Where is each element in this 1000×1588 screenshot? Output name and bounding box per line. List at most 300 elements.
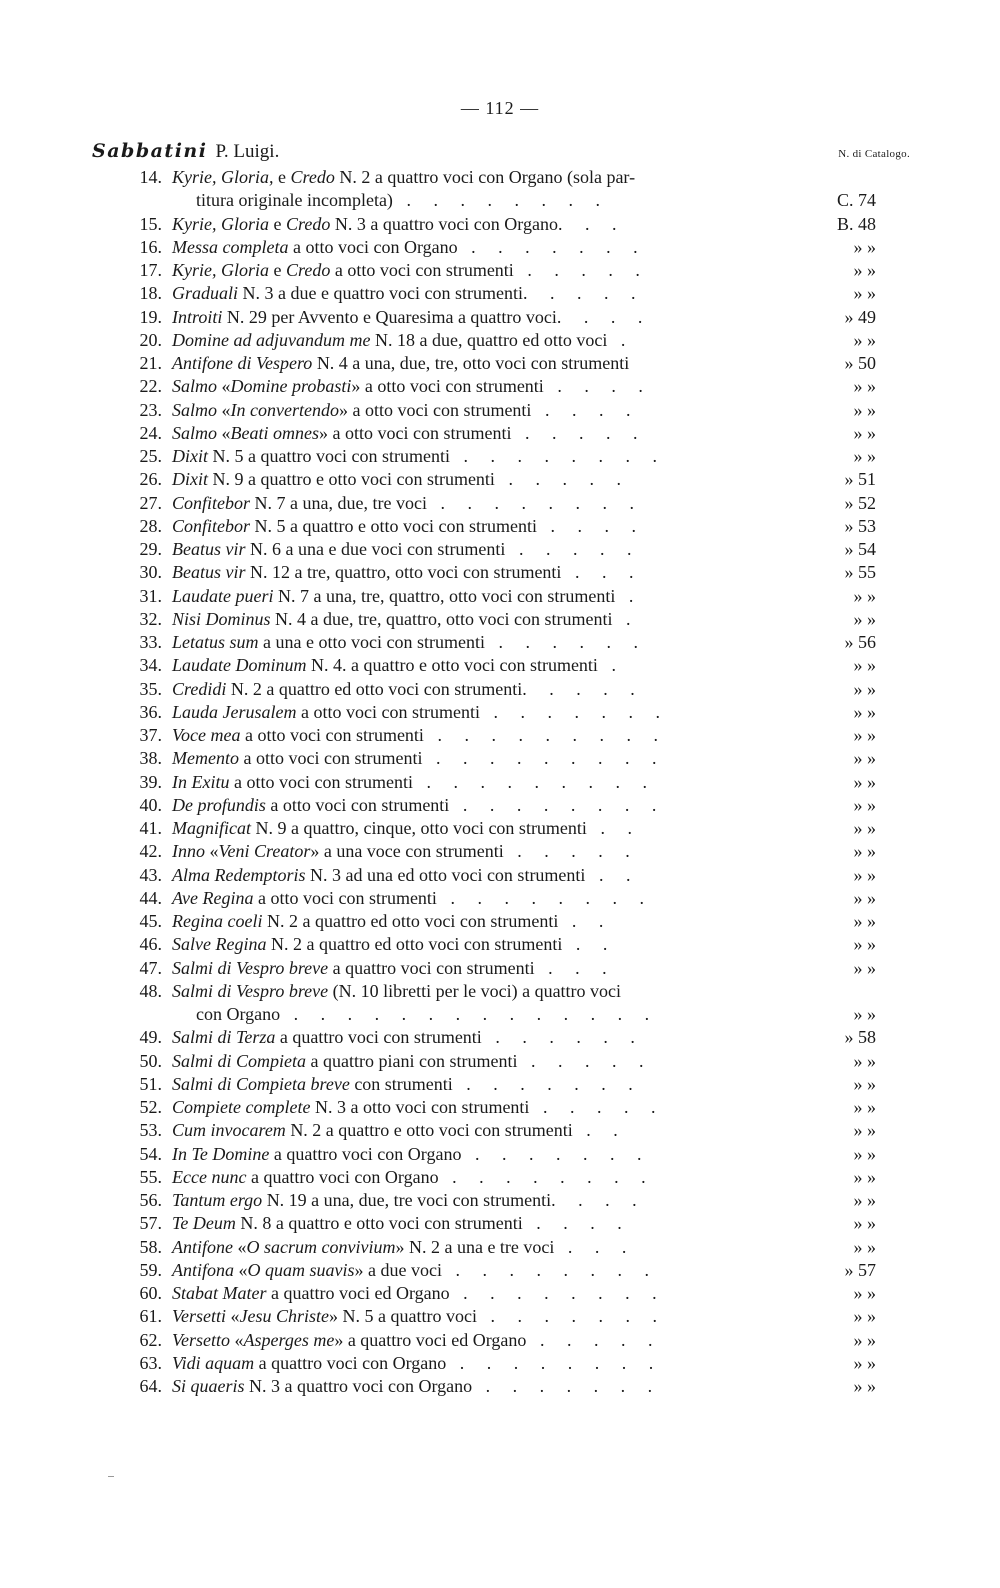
catalog-entry: [0, 701, 1000, 724]
entry-description: [172, 887, 653, 910]
entry-title: Jesu Christe: [239, 1306, 329, 1327]
entry-title: Antifona: [172, 1259, 234, 1280]
entry-description: [172, 468, 630, 491]
dot-leader: .: [612, 608, 640, 629]
entry-description: [172, 515, 645, 538]
entry-number: 52.: [139, 1097, 162, 1117]
catalog-entry: [0, 468, 1000, 491]
entry-description: [172, 1375, 661, 1398]
dot-leader: . . . . .: [522, 678, 644, 699]
entry-description: [172, 747, 665, 770]
entry-title: Antifone: [172, 1236, 233, 1257]
entry-text: «: [217, 422, 231, 443]
catalog-entry: [0, 561, 1000, 584]
entry-description: [172, 1166, 655, 1189]
dot-leader: . . . . . . .: [461, 1143, 651, 1164]
catalog-entry: [0, 213, 1000, 236]
entry-description: [196, 189, 609, 212]
entry-description: [172, 840, 639, 863]
entry-number: 60.: [139, 1283, 162, 1303]
catalog-number: » »: [853, 911, 876, 931]
catalog-entry: [0, 1305, 1000, 1328]
entry-number: 29.: [139, 539, 162, 559]
catalog-number: » »: [853, 748, 876, 769]
dot-leader: . . . . . .: [481, 1027, 644, 1048]
catalog-entry: [0, 1026, 1000, 1049]
catalog-entry: [0, 887, 1000, 910]
catalog-number: » »: [853, 864, 876, 885]
entry-text: N. 5 a quattro voci con strumenti: [208, 446, 450, 466]
entry-title: Ave Regina: [172, 887, 254, 908]
entry-text: N. 19 a una, due, tre voci con strumenti: [262, 1190, 552, 1210]
catalog-number: » »: [853, 283, 876, 304]
catalog-entry: [0, 1329, 1000, 1352]
entry-title: Domine ad adjuvandum me: [172, 329, 371, 350]
entry-number: 55.: [139, 1166, 162, 1187]
catalog-number: » 51: [844, 469, 876, 490]
scan-speck: [108, 1476, 114, 1477]
entry-description: [172, 957, 616, 980]
dot-leader: . . . . . . . .: [449, 446, 666, 466]
catalog-entry: [0, 329, 1000, 352]
catalog-number: » »: [853, 655, 876, 676]
entry-number: 33.: [139, 632, 162, 652]
dot-leader: . . . .: [536, 515, 645, 536]
entry-text: a otto voci con strumenti: [238, 748, 423, 769]
entry-text: N. 7 a una, tre, quattro, otto voci con strumenti: [273, 585, 616, 606]
entry-text: N. 3 a quattro voci con Organo: [244, 1376, 473, 1396]
entry-number: 62.: [139, 1329, 162, 1350]
dot-leader: . . . .: [543, 376, 652, 397]
entry-number: 30.: [139, 562, 162, 583]
entry-number: 45.: [139, 911, 162, 931]
entry-number: 16.: [139, 236, 162, 257]
dot-leader: . . . . .: [503, 841, 639, 862]
catalog-number: » 57: [844, 1259, 876, 1280]
entry-description: [172, 1119, 627, 1142]
catalog-number: B. 48: [836, 213, 876, 234]
entry-number: 47.: [139, 957, 162, 978]
catalog-entry: [0, 1073, 1000, 1096]
entry-text: N. 2 a quattro ed otto voci con strumenti: [262, 911, 559, 931]
entry-number: 37.: [139, 725, 162, 745]
catalog-number: » »: [853, 794, 876, 815]
dot-leader: .: [607, 329, 635, 350]
entry-description: [172, 1143, 650, 1166]
entry-title: Letatus sum: [172, 632, 259, 652]
entry-description: [172, 1096, 664, 1119]
catalog-entry: [0, 794, 1000, 817]
dot-leader: . . . . . . . .: [438, 1166, 655, 1187]
catalog-entry: [0, 1050, 1000, 1073]
entry-text: N. 2 a quattro ed otto voci con strumenti: [266, 934, 563, 955]
entry-text: titura originale incompleta): [196, 190, 393, 211]
catalog-number: » 50: [844, 353, 876, 373]
entry-title: In Exitu: [172, 771, 230, 792]
catalog-entry: [0, 445, 1000, 468]
catalog-number: » »: [853, 1376, 876, 1396]
dot-leader: . . . . . . . .: [446, 1352, 663, 1373]
author-given-name: P. Luigi.: [215, 141, 280, 162]
catalog-entry: [0, 399, 1000, 422]
entry-text: a quattro voci con strumenti: [275, 1027, 482, 1048]
catalog-number: » »: [853, 260, 876, 280]
entry-description: [172, 213, 625, 236]
catalog-number: » »: [853, 1166, 876, 1187]
catalog-entry: [0, 1166, 1000, 1189]
entry-description: [172, 1282, 666, 1305]
entry-title: O quam suavis: [247, 1259, 355, 1280]
dot-leader: . . . . .: [511, 422, 647, 443]
catalog-number: » »: [853, 1236, 876, 1257]
entry-description: [172, 1050, 652, 1073]
entry-text: N. 9 a quattro e otto voci con strumenti: [208, 469, 495, 490]
dot-leader: . . . . . . . . .: [423, 725, 667, 745]
entry-number: 34.: [139, 655, 162, 676]
catalog-entry: [0, 678, 1000, 701]
entry-number: 49.: [139, 1027, 162, 1048]
catalog-number: » 53: [844, 515, 876, 536]
entry-text: » a otto voci con strumenti: [318, 422, 512, 443]
entry-number: 48.: [139, 980, 162, 1001]
entry-text: e: [269, 213, 286, 234]
entry-title: Si quaeris: [172, 1376, 245, 1396]
entry-description: [172, 864, 639, 887]
entry-number: 21.: [139, 353, 162, 373]
entry-continuation-line: [0, 189, 1000, 212]
catalog-number: » »: [853, 585, 876, 606]
entry-text: N. 6 a una e due voci con strumenti: [245, 539, 506, 559]
entry-title: Salmi di Terza: [172, 1027, 276, 1048]
catalog-entry: [0, 654, 1000, 677]
entry-description: [172, 422, 646, 445]
catalog-number: » »: [853, 1329, 876, 1350]
entry-number: 63.: [139, 1352, 162, 1373]
catalog-number: » 56: [844, 632, 876, 652]
entry-description: [172, 306, 651, 329]
entry-title: Salve Regina: [172, 934, 267, 955]
entry-description: [172, 166, 635, 189]
catalog-entry: [0, 306, 1000, 329]
catalog-number: » »: [853, 1283, 876, 1303]
catalog-entry: [0, 166, 1000, 189]
entry-title: Versetti: [172, 1306, 226, 1327]
catalog-number: » »: [853, 1190, 876, 1210]
dot-leader: . . .: [554, 1236, 636, 1257]
catalog-entry: [0, 864, 1000, 887]
entry-text: a otto voci con strumenti: [330, 260, 514, 280]
entry-title: Salmi di Compieta breve: [172, 1073, 350, 1094]
entry-title: In convertendo: [230, 399, 339, 420]
entry-number: 64.: [139, 1376, 162, 1396]
entry-number: 54.: [139, 1143, 162, 1164]
entry-text: (N. 10 libretti per le voci) a quattro voci: [328, 980, 622, 1001]
dot-leader: . .: [558, 911, 613, 931]
catalog-entry: [0, 771, 1000, 794]
dot-leader: . . . . . . . .: [449, 794, 666, 815]
entry-description: [172, 1236, 635, 1259]
entry-number: 26.: [139, 469, 162, 490]
entry-title: Beatus vir: [172, 539, 246, 559]
entry-text: » N. 2 a una e tre voci: [395, 1236, 555, 1257]
entry-number: 27.: [139, 492, 162, 513]
dot-leader: . . . . .: [505, 539, 641, 559]
entry-number: 20.: [139, 329, 162, 350]
entry-description: [172, 678, 644, 701]
catalog-number: » »: [853, 236, 876, 257]
entry-number: 38.: [139, 748, 162, 769]
catalog-entry: [0, 980, 1000, 1003]
entry-text: «: [217, 376, 231, 397]
entry-title: Confitebor: [172, 492, 251, 513]
catalog-number: » »: [853, 329, 876, 350]
entry-title: Salmo: [172, 399, 217, 420]
entry-text: «: [233, 1236, 247, 1257]
entry-title: Alma Redemptoris: [172, 864, 306, 885]
entry-title: Confitebor: [172, 515, 251, 536]
entry-title: Beatus vir: [172, 562, 246, 583]
entry-title: Vidi aquam: [172, 1352, 255, 1373]
entry-title: Memento: [172, 748, 239, 769]
author-heading: [92, 140, 910, 166]
catalog-number: » »: [853, 1306, 876, 1327]
entry-text: «: [226, 1306, 240, 1327]
entry-number: 42.: [139, 841, 162, 862]
entry-text: » a otto voci con strumenti: [351, 376, 544, 397]
dot-leader: . . . .: [522, 1213, 631, 1234]
entry-description: [172, 236, 647, 259]
entry-text: N. 2 a quattro e otto voci con strumenti: [285, 1120, 573, 1141]
dot-leader: . . . .: [531, 399, 640, 420]
catalog-entry: [0, 631, 1000, 654]
entry-number: 40.: [139, 794, 162, 815]
catalog-entry: [0, 259, 1000, 282]
entry-number: 39.: [139, 771, 162, 792]
entry-title: Graduali: [172, 283, 239, 304]
entry-title: Credidi: [172, 678, 227, 699]
entry-title: Versetto: [172, 1329, 230, 1350]
entry-description: [172, 654, 625, 677]
entry-description: [172, 608, 639, 631]
dot-leader: . . . .: [551, 1190, 646, 1210]
entry-number: 58.: [139, 1236, 162, 1257]
catalog-number: » 55: [844, 562, 876, 583]
entry-description: [172, 329, 634, 352]
entry-number: 18.: [139, 283, 162, 304]
entry-description: [172, 445, 666, 468]
entry-number: 19.: [139, 306, 162, 327]
entry-text: N. 4 a una, due, tre, otto voci con strumenti: [312, 353, 630, 373]
catalog-entry: [0, 282, 1000, 305]
entry-number: 14.: [139, 167, 162, 187]
catalog-number: » »: [853, 887, 876, 908]
entry-title: Magnificat: [172, 818, 251, 838]
entry-description: [172, 794, 665, 817]
catalog-entry: [0, 608, 1000, 631]
entry-description: [172, 538, 640, 561]
catalog-entry: [0, 1282, 1000, 1305]
entry-title: Inno: [172, 841, 205, 862]
catalog-entry: [0, 817, 1000, 840]
catalog-entry: [0, 422, 1000, 445]
catalog-number: » »: [853, 701, 876, 722]
entry-number: 23.: [139, 399, 162, 420]
entry-number: 43.: [139, 864, 162, 885]
entry-description: [172, 259, 649, 282]
entry-title: Tantum ergo: [172, 1190, 263, 1210]
dot-leader: . . . . .: [529, 1097, 665, 1117]
entry-title: Laudate Dominum: [172, 655, 307, 676]
entry-description: [196, 1003, 658, 1026]
dot-leader: . . . . .: [517, 1050, 653, 1071]
entry-text: a quattro voci con strumenti: [328, 957, 535, 978]
entry-title: Cum invocarem: [172, 1120, 286, 1141]
entry-number: 44.: [139, 887, 162, 908]
catalog-number: » »: [853, 1004, 876, 1024]
dot-leader: . . . . . . . .: [392, 190, 609, 211]
entry-text: » a otto voci con strumenti: [338, 399, 532, 420]
entry-title: Nisi Dominus: [172, 608, 271, 629]
catalog-entry: [0, 236, 1000, 259]
catalog-number: » 52: [844, 492, 876, 513]
dot-leader: . . . . . . .: [452, 1073, 642, 1094]
entry-number: 22.: [139, 376, 162, 397]
catalog-entry: [0, 933, 1000, 956]
entry-continuation-line: [0, 1003, 1000, 1026]
entry-text: «: [205, 841, 219, 862]
catalog-number: » »: [853, 376, 876, 397]
entry-title: Credo: [290, 167, 335, 187]
catalog-number: » »: [853, 934, 876, 955]
entry-text: con strumenti: [349, 1073, 453, 1094]
dot-leader: . .: [562, 934, 617, 955]
entry-title: Credo: [286, 213, 331, 234]
entry-text: a quattro piani con strumenti: [306, 1050, 518, 1071]
entry-text: a otto voci con strumenti: [296, 701, 480, 722]
entry-text: » N. 5 a quattro voci: [329, 1306, 477, 1327]
dot-leader: . . . . . . .: [479, 701, 669, 722]
dot-leader: . . . . . . .: [457, 236, 647, 257]
author-surname: Sabbatini: [92, 140, 208, 162]
entry-title: Salmi di Compieta: [172, 1050, 306, 1071]
dot-leader: . . .: [534, 957, 616, 978]
entry-title: O sacrum convivium: [246, 1236, 396, 1257]
entry-title: Messa completa: [172, 236, 289, 257]
entry-text: «: [230, 1329, 244, 1350]
entry-text: a quattro voci con Organo: [269, 1143, 462, 1164]
entry-text: N. 5 a quattro e otto voci con strumenti: [250, 515, 537, 536]
entry-title: Introiti: [172, 306, 223, 327]
entry-description: [172, 1073, 642, 1096]
catalog-number: » »: [853, 1097, 876, 1117]
dot-leader: . .: [572, 1120, 627, 1141]
entry-description: [172, 980, 621, 1003]
entry-text: a otto voci con strumenti: [253, 887, 437, 908]
entry-text: a otto voci con strumenti: [265, 794, 450, 815]
catalog-entry: [0, 1375, 1000, 1398]
catalog-number: » »: [853, 1050, 876, 1071]
catalog-number: » »: [853, 725, 876, 745]
entry-text: N. 18 a due, quattro ed otto voci: [370, 329, 608, 350]
catalog-number: » »: [853, 957, 876, 978]
dot-leader: . . . . .: [526, 1329, 662, 1350]
entry-number: 41.: [139, 818, 162, 838]
catalog-number: » »: [853, 678, 876, 699]
entry-title: Credo: [286, 260, 331, 280]
catalog-entry: [0, 724, 1000, 747]
entry-description: [172, 1305, 666, 1328]
entry-number: 50.: [139, 1050, 162, 1071]
entry-description: [172, 910, 612, 933]
dot-leader: .: [597, 655, 625, 676]
dot-leader: . . . . . . .: [472, 1376, 662, 1396]
entry-number: 57.: [139, 1213, 162, 1234]
catalog-number: » »: [853, 1143, 876, 1164]
catalog-entry: [0, 1352, 1000, 1375]
entry-description: [172, 631, 647, 654]
entry-text: N. 12 a tre, quattro, otto voci con strumenti: [245, 562, 562, 583]
catalog-entry: [0, 538, 1000, 561]
catalog-entry: [0, 1096, 1000, 1119]
dot-leader: . . . . . . . . .: [422, 748, 666, 769]
entry-title: Salmi di Vespro breve: [172, 980, 329, 1001]
catalog-entry: [0, 515, 1000, 538]
entry-title: Kyrie, Gloria: [172, 260, 269, 280]
entry-title: Dixit: [172, 446, 208, 466]
catalog-entry: [0, 1212, 1000, 1235]
entry-text: N. 3 a quattro voci con Organo: [330, 213, 558, 234]
entry-text: N. 3 ad una ed otto voci con strumenti: [305, 864, 586, 885]
entry-title: Ecce nunc: [172, 1166, 247, 1187]
catalog-entry: [0, 1143, 1000, 1166]
entry-title: Salmi di Vespro breve: [172, 957, 329, 978]
entry-text: N. 7 a una, due, tre voci: [250, 492, 427, 513]
entry-title: Kyrie, Gloria,: [172, 167, 274, 187]
catalog-number: » »: [853, 841, 876, 862]
catalog-number: » »: [853, 1352, 876, 1373]
entry-number: 15.: [139, 213, 162, 234]
entry-title: Voce mea: [172, 725, 241, 745]
entry-description: [172, 933, 616, 956]
entry-title: In Te Domine: [172, 1143, 270, 1164]
entry-text: e: [269, 260, 286, 280]
entry-title: De profundis: [172, 794, 266, 815]
entry-description: [172, 492, 643, 515]
entry-description: [172, 771, 656, 794]
dot-leader: . .: [586, 818, 641, 838]
entry-text: » a quattro voci ed Organo: [334, 1329, 527, 1350]
catalog-entry: [0, 1119, 1000, 1142]
entry-title: Laudate pueri: [172, 585, 274, 606]
dot-leader: . . . . . . . .: [449, 1283, 666, 1303]
catalog-entry: [0, 840, 1000, 863]
entry-description: [172, 701, 669, 724]
entry-description: [172, 1259, 658, 1282]
entry-number: 56.: [139, 1190, 162, 1210]
entry-text: «: [217, 399, 231, 420]
entry-title: Stabat Mater: [172, 1283, 267, 1303]
entry-title: Dixit: [172, 469, 208, 490]
entry-number: 35.: [139, 678, 162, 699]
entry-text: a una e otto voci con strumenti: [258, 632, 485, 652]
entry-description: [172, 817, 641, 840]
entry-number: 32.: [139, 608, 162, 629]
entry-description: [172, 282, 644, 305]
dot-leader: . . . . . . .: [476, 1306, 666, 1327]
dot-leader: . . .: [561, 562, 643, 583]
catalog-entry: [0, 585, 1000, 608]
entry-number: 53.: [139, 1120, 162, 1141]
